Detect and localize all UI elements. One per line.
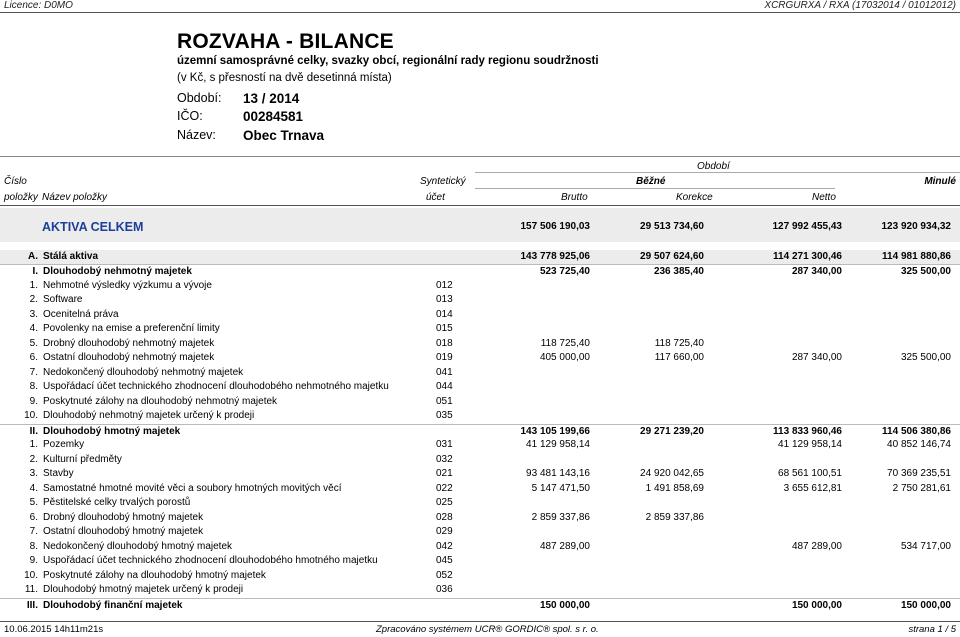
table-row <box>0 554 960 569</box>
col-brutto: Brutto <box>561 192 588 203</box>
row-account: 021 <box>436 468 453 480</box>
row-name: Dlouhodobý hmotný majetek <box>43 425 181 437</box>
table-row <box>0 453 960 468</box>
total-band <box>0 208 960 242</box>
row-name: Uspořádací účet technického zhodnocení dlouhodobého nehmotného majetku <box>43 381 389 393</box>
row-account: 018 <box>436 337 453 349</box>
table-row <box>0 511 960 526</box>
row-brutto: 523 725,40 <box>539 266 590 278</box>
row-name: Ostatní dlouhodobý nehmotný majetek <box>43 352 215 364</box>
row-account: 014 <box>436 308 453 320</box>
row-name: Drobný dlouhodobý hmotný majetek <box>43 511 204 523</box>
row-korekce: 24 920 042,65 <box>640 468 704 480</box>
row-number: 5. <box>29 497 38 509</box>
row-number: 6. <box>29 352 38 364</box>
subtitle-entities: územní samosprávné celky, svazky obcí, regionální rady regionu soudržnosti <box>177 55 599 67</box>
row-number: 10. <box>24 569 38 581</box>
table-row <box>0 438 960 453</box>
report-code: XCRGURXA / RXA (17032014 / 01012012) <box>764 0 956 11</box>
row-number: 10. <box>24 410 38 422</box>
row-korekce: 118 725,40 <box>654 337 704 349</box>
row-korekce: 29 271 239,20 <box>640 425 704 437</box>
row-netto: 114 271 300,46 <box>773 250 842 262</box>
colhdr-top-line <box>0 156 960 157</box>
total-netto: 127 992 455,43 <box>772 221 842 232</box>
row-minule: 40 852 146,74 <box>887 439 951 451</box>
col-bezne: Běžné <box>636 176 666 187</box>
table-row <box>0 308 960 323</box>
row-minule: 114 981 880,86 <box>882 250 951 262</box>
row-brutto: 93 481 143,16 <box>526 468 590 480</box>
row-number: 7. <box>29 366 38 378</box>
table-row <box>0 525 960 540</box>
table-row <box>0 569 960 584</box>
footer-page: strana 1 / 5 <box>908 624 956 635</box>
row-name: Ostatní dlouhodobý hmotný majetek <box>43 526 204 538</box>
table-row <box>0 409 960 424</box>
row-account: 051 <box>436 395 453 407</box>
row-number: 4. <box>29 323 38 335</box>
row-korekce: 2 859 337,86 <box>645 511 704 523</box>
row-account: 035 <box>436 410 453 422</box>
total-brutto: 157 506 190,03 <box>520 221 590 232</box>
row-name: Stálá aktiva <box>43 250 99 262</box>
ico-value: 00284581 <box>243 109 304 124</box>
table-row <box>0 467 960 482</box>
row-brutto: 405 000,00 <box>539 352 590 364</box>
footer-divider <box>0 621 960 622</box>
ico-label: IČO: <box>177 109 203 123</box>
row-name: Poskytnuté zálohy na dlouhodobý nehmotný majetek <box>43 395 278 407</box>
row-brutto: 487 289,00 <box>539 540 590 552</box>
row-account: 042 <box>436 540 453 552</box>
row-brutto: 41 129 958,14 <box>526 439 590 451</box>
row-name: Stavby <box>43 468 74 480</box>
row-account: 029 <box>436 526 453 538</box>
table-row <box>0 264 960 280</box>
colhdr-bottom-line <box>0 205 960 206</box>
table-row <box>0 337 960 352</box>
name-label: Název: <box>177 128 216 142</box>
row-name: Drobný dlouhodobý nehmotný majetek <box>43 337 215 349</box>
row-netto: 150 000,00 <box>791 599 842 611</box>
row-name: Dlouhodobý finanční majetek <box>43 599 183 611</box>
row-netto: 113 833 960,46 <box>773 425 842 437</box>
row-minule: 2 750 281,61 <box>892 482 951 494</box>
row-number: 3. <box>29 468 38 480</box>
row-minule: 114 506 380,86 <box>882 425 951 437</box>
colhdr-period-line <box>475 172 960 173</box>
row-account: 044 <box>436 381 453 393</box>
row-account: 025 <box>436 497 453 509</box>
row-number: 2. <box>29 294 38 306</box>
row-number: 8. <box>29 540 38 552</box>
total-korekce: 29 513 734,60 <box>640 221 704 232</box>
row-number: 5. <box>29 337 38 349</box>
row-minule: 325 500,00 <box>900 266 951 278</box>
footer-processed: Zpracováno systémem UCR® GORDIC® spol. s r. o. <box>376 624 599 635</box>
row-name: Pěstitelské celky trvalých porostů <box>43 497 191 509</box>
row-netto: 68 561 100,51 <box>778 468 842 480</box>
table-row <box>0 250 960 265</box>
row-account: 028 <box>436 511 453 523</box>
footer-timestamp: 10.06.2015 14h11m21s <box>4 624 104 635</box>
row-name: Poskytnuté zálohy na dlouhodobý hmotný majetek <box>43 569 266 581</box>
row-korekce: 117 660,00 <box>654 352 704 364</box>
row-minule: 150 000,00 <box>900 599 951 611</box>
col-ucet: účet <box>426 192 445 203</box>
row-number: 9. <box>29 555 38 567</box>
table-row <box>0 583 960 598</box>
table-row <box>0 366 960 381</box>
row-number: 6. <box>29 511 38 523</box>
row-name: Kulturní předměty <box>43 453 122 465</box>
row-account: 041 <box>436 366 453 378</box>
licence-label: Licence: D0MO <box>4 0 73 11</box>
row-account: 019 <box>436 352 453 364</box>
row-minule: 325 500,00 <box>900 352 951 364</box>
period-value: 13 / 2014 <box>243 91 300 106</box>
row-account: 032 <box>436 453 453 465</box>
col-obdobi: Období <box>697 161 730 172</box>
row-netto: 41 129 958,14 <box>778 439 842 451</box>
row-account: 012 <box>436 279 453 291</box>
row-number: I. <box>32 266 38 278</box>
name-value: Obec Trnava <box>243 128 325 143</box>
subtitle-precision: (v Kč, s přesností na dvě desetinná místa) <box>177 72 392 84</box>
row-name: Uspořádací účet technického zhodnocení dlouhodobého hmotného majetku <box>43 555 378 567</box>
table-row <box>0 540 960 555</box>
row-number: III. <box>26 599 38 611</box>
table-row <box>0 293 960 308</box>
row-netto: 3 655 612,81 <box>783 482 842 494</box>
row-number: A. <box>28 250 38 262</box>
row-name: Dlouhodobý nehmotný majetek <box>43 266 192 278</box>
col-korekce: Korekce <box>676 192 713 203</box>
header-divider <box>0 12 960 13</box>
row-number: 1. <box>29 279 38 291</box>
row-name: Dlouhodobý nehmotný majetek určený k prodeji <box>43 410 255 422</box>
table-row <box>0 496 960 511</box>
row-number: 11. <box>24 584 38 596</box>
row-account: 022 <box>436 482 453 494</box>
table-row <box>0 482 960 497</box>
row-account: 015 <box>436 323 453 335</box>
col-polozky: položky <box>4 192 38 203</box>
row-korekce: 236 385,40 <box>653 266 704 278</box>
row-account: 052 <box>436 569 453 581</box>
row-netto: 287 340,00 <box>791 266 842 278</box>
row-name: Nedokončený dlouhodobý hmotný majetek <box>43 540 233 552</box>
row-name: Povolenky na emise a preferenční limity <box>43 323 220 335</box>
row-account: 031 <box>436 439 453 451</box>
row-number: 2. <box>29 453 38 465</box>
table-row <box>0 395 960 410</box>
col-minule: Minulé <box>924 176 956 187</box>
col-nazev: Název položky <box>42 192 108 203</box>
row-number: 8. <box>29 381 38 393</box>
row-name: Nehmotné výsledky výzkumu a vývoje <box>43 279 212 291</box>
row-number: 3. <box>29 308 38 320</box>
row-name: Software <box>43 294 83 306</box>
row-brutto: 118 725,40 <box>540 337 590 349</box>
row-number: 1. <box>29 439 38 451</box>
row-number: 7. <box>29 526 38 538</box>
table-row <box>0 279 960 294</box>
row-name: Samostatné hmotné movité věci a soubory hmotných movitých věcí <box>43 482 342 494</box>
row-brutto: 143 778 925,06 <box>520 250 590 262</box>
row-number: 9. <box>29 395 38 407</box>
table-row <box>0 424 960 440</box>
row-number: II. <box>29 425 38 437</box>
row-brutto: 2 859 337,86 <box>531 511 590 523</box>
table-row <box>0 598 960 614</box>
table-row <box>0 380 960 395</box>
row-name: Ocenitelná práva <box>43 308 119 320</box>
colhdr-bezne-line <box>475 188 835 189</box>
row-account: 013 <box>436 294 453 306</box>
col-cislo: Číslo <box>4 176 27 187</box>
table-row <box>0 322 960 337</box>
row-brutto: 5 147 471,50 <box>531 482 590 494</box>
row-netto: 487 289,00 <box>791 540 842 552</box>
row-minule: 534 717,00 <box>900 540 951 552</box>
col-netto: Netto <box>812 192 836 203</box>
col-synteticky: Syntetický <box>420 176 466 187</box>
total-minule: 123 920 934,32 <box>881 221 951 232</box>
row-korekce: 1 491 858,69 <box>645 482 704 494</box>
row-name: Nedokončený dlouhodobý nehmotný majetek <box>43 366 244 378</box>
row-netto: 287 340,00 <box>791 352 842 364</box>
row-number: 4. <box>29 482 38 494</box>
row-brutto: 143 105 199,66 <box>520 425 590 437</box>
total-label: AKTIVA CELKEM <box>42 220 144 234</box>
row-account: 045 <box>436 555 453 567</box>
row-minule: 70 369 235,51 <box>887 468 951 480</box>
row-name: Pozemky <box>43 439 85 451</box>
row-brutto: 150 000,00 <box>539 599 590 611</box>
period-label: Období: <box>177 91 222 105</box>
table-row <box>0 351 960 366</box>
page-title: ROZVAHA - BILANCE <box>177 30 394 53</box>
row-korekce: 29 507 624,60 <box>640 250 704 262</box>
row-name: Dlouhodobý hmotný majetek určený k prodeji <box>43 584 244 596</box>
row-account: 036 <box>436 584 453 596</box>
